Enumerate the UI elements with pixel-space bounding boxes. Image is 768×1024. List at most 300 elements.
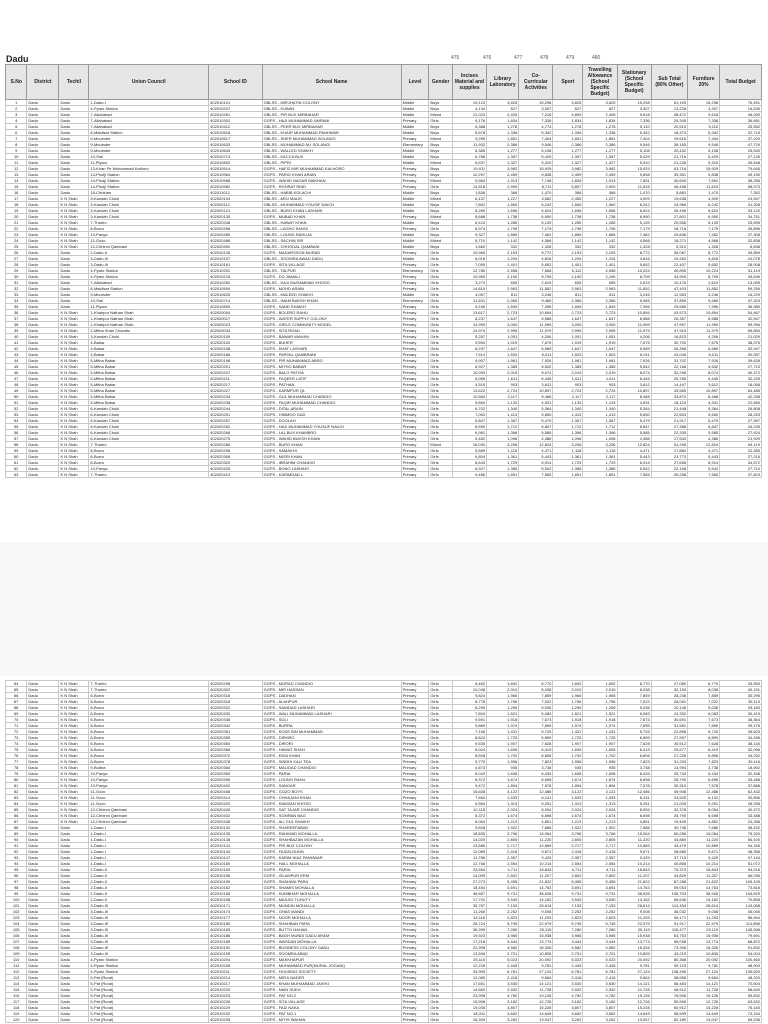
cell-library-laboratory: 1,913 [487, 178, 519, 184]
cell-material-supplies: 4,673 [452, 765, 486, 771]
cell-district: Dadu [27, 184, 59, 190]
cell-total-budget: 56,464 [720, 915, 762, 921]
cell-travelling-allowance: 1,533 [583, 795, 617, 801]
cell-sub-total: 46,458 [651, 184, 687, 190]
cell-gender: Girls [429, 466, 453, 472]
cell-school-name: GGPS - DIRORI [262, 741, 401, 747]
cell-union-council: 3-Dadu-III [89, 939, 209, 945]
cell-school-id: 402010645 [209, 148, 262, 154]
cell-tehsil: Dadu [59, 831, 89, 837]
cell-co-curricular: 11,293 [519, 915, 553, 921]
cell-total-budget: 56,036 [720, 873, 762, 879]
cell-sport: 2,190 [553, 274, 583, 280]
cell-union-council: 14-Phulji Station [89, 178, 209, 184]
cell-school-name: GGPS - KUMBHAR MOHALLA [262, 891, 401, 897]
cell-sno: 14 [6, 178, 27, 184]
cell-sub-total: 43,589 [651, 388, 687, 394]
cell-level: Middle [401, 238, 429, 244]
cell-co-curricular: 18,843 [519, 867, 553, 873]
cell-library-laboratory: 1,367 [487, 418, 519, 424]
cell-sub-total: 17,543 [651, 436, 687, 442]
cell-co-curricular: 6,242 [519, 202, 553, 208]
cell-sub-total: 22,407 [651, 262, 687, 268]
cell-tehsil: Dadu [59, 909, 89, 915]
cell-tehsil: Dadu [59, 975, 89, 981]
cell-gender: Girls [429, 460, 453, 466]
cell-level: Primary [401, 735, 429, 741]
cell-tehsil: Dadu [59, 867, 89, 873]
cell-school-id: 402020104 [209, 196, 262, 202]
cell-stationary: 18,843 [617, 867, 651, 873]
cell-tehsil: Dadu [59, 118, 89, 124]
cell-district: Dadu [27, 250, 59, 256]
cell-district: Dadu [27, 172, 59, 178]
cell-stationary: 3,307 [617, 106, 651, 112]
cell-sport: 1,918 [553, 717, 583, 723]
cell-stationary: 11,979 [617, 328, 651, 334]
cell-school-name: GGPS - WATER SUPPLY COLONY [262, 316, 401, 322]
cell-library-laboratory: 2,252 [487, 909, 519, 915]
cell-level: Primary [401, 765, 429, 771]
cell-level: Primary [401, 460, 429, 466]
cell-furniture: 18,843 [688, 867, 720, 873]
cell-sport: 1,849 [553, 304, 583, 310]
cell-sport: 2,416 [553, 975, 583, 981]
cell-library-laboratory: 9,731 [487, 891, 519, 897]
cell-sub-total: 32,153 [651, 687, 687, 693]
cell-district: Dadu [27, 460, 59, 466]
cell-gender: Girls [429, 981, 453, 987]
cell-sport: 903 [553, 382, 583, 388]
cell-tehsil: Dadu [59, 298, 89, 304]
cell-co-curricular: 6,445 [519, 376, 553, 382]
cell-level: Primary [401, 400, 429, 406]
cell-travelling-allowance: 655 [583, 280, 617, 286]
cell-sport: 6,781 [553, 969, 583, 975]
cell-material-supplies: 12,226 [452, 963, 486, 969]
cell-co-curricular: 7,565 [519, 472, 553, 478]
cell-district: Dadu [27, 807, 59, 813]
cell-stationary: 7,675 [617, 340, 651, 346]
cell-total-budget: 91,632 [720, 945, 762, 951]
cell-material-supplies: 14,009 [452, 873, 486, 879]
cell-total-budget: 33,850 [720, 681, 762, 687]
cell-school-name: GGPS - MUHAMMAD PUR(MURAL JOGANI) [262, 963, 401, 969]
cell-co-curricular: 7,022 [519, 699, 553, 705]
cell-tehsil: K N Shah [59, 801, 89, 807]
cell-travelling-allowance: 3,262 [583, 1017, 617, 1023]
cell-furniture: 6,698 [688, 813, 720, 819]
cell-furniture: 4,471 [688, 448, 720, 454]
cell-gender: Girls [429, 118, 453, 124]
cell-furniture: 11,293 [688, 915, 720, 921]
cell-sub-total: 61,193 [651, 100, 687, 106]
cell-sport: 1,431 [553, 729, 583, 735]
cell-library-laboratory: 1,965 [487, 693, 519, 699]
cell-sport: 2,366 [553, 298, 583, 304]
cell-sub-total: 27,658 [651, 460, 687, 466]
cell-stationary: 5,429 [617, 154, 651, 160]
cell-furniture: 6,588 [688, 316, 720, 322]
cell-gender: Mixed [429, 160, 453, 166]
cell-total-budget: 64,119 [720, 442, 762, 448]
cell-material-supplies: 6,295 [452, 705, 486, 711]
cell-school-id: 402020318 [209, 699, 262, 705]
cell-school-id: 402020153 [209, 340, 262, 346]
cell-co-curricular: 7,578 [519, 783, 553, 789]
cell-sport: 1,656 [553, 208, 583, 214]
cell-school-name: GGPS - MITHI WAHAN [262, 1017, 401, 1023]
cell-tehsil: Dadu [59, 843, 89, 849]
cell-school-id: 402010214 [209, 975, 262, 981]
cell-school-id: 402011012 [209, 190, 262, 196]
cell-gender: Girls [429, 693, 453, 699]
cell-co-curricular: 5,429 [519, 154, 553, 160]
cell-union-council: 8-Burra [89, 735, 209, 741]
cell-union-council: 6-Kandah Chuki [89, 406, 209, 412]
cell-school-name: GGPS - FAQIR MUHAMMAD CHANDIO [262, 400, 401, 406]
cell-district: Dadu [27, 729, 59, 735]
cell-level: Primary [401, 358, 429, 364]
cell-material-supplies: 8,237 [452, 346, 486, 352]
cell-travelling-allowance: 368 [583, 190, 617, 196]
cell-furniture: 5,036 [688, 705, 720, 711]
cell-school-name: GGPS - SHAHANI PARA [262, 879, 401, 885]
cell-total-budget: 38,140 [720, 741, 762, 747]
cell-travelling-allowance: 1,285 [583, 220, 617, 226]
cell-school-id: 402020211 [209, 376, 262, 382]
cell-library-laboratory: 4,582 [487, 945, 519, 951]
cell-library-laboratory: 2,556 [487, 268, 519, 274]
cell-sub-total: 91,917 [651, 921, 687, 927]
cell-school-id: 402010144 [209, 849, 262, 855]
cell-library-laboratory: 1,327 [487, 160, 519, 166]
cell-tehsil: K N Shah [59, 388, 89, 394]
cell-level: Primary [401, 705, 429, 711]
cell-district: Dadu [27, 849, 59, 855]
cell-tehsil: Dadu [59, 148, 89, 154]
cell-total-budget: 24,256 [720, 819, 762, 825]
cell-school-id: 402020262 [209, 424, 262, 430]
cell-stationary: 1,470 [617, 190, 651, 196]
cell-stationary: 10,869 [617, 843, 651, 849]
cell-sub-total: 29,585 [651, 304, 687, 310]
cell-material-supplies: 6,786 [452, 154, 486, 160]
cell-sport: 1,401 [553, 262, 583, 268]
cell-furniture: 4,816 [688, 256, 720, 262]
cell-co-curricular: 11,852 [519, 286, 553, 292]
cell-library-laboratory: 2,554 [487, 861, 519, 867]
cell-total-budget: 32,947 [720, 316, 762, 322]
cell-furniture: 9,618 [688, 112, 720, 118]
cell-total-budget: 63,632 [720, 999, 762, 1005]
cell-total-budget: 24,547 [720, 196, 762, 202]
cell-travelling-allowance: 1,647 [583, 346, 617, 352]
cell-sub-total: 52,189 [651, 1017, 687, 1023]
cell-stationary: 6,698 [617, 777, 651, 783]
cell-travelling-allowance: 1,712 [583, 424, 617, 430]
cell-sno: 73 [6, 735, 27, 741]
cell-stationary: 4,386 [617, 436, 651, 442]
cell-district: Dadu [27, 118, 59, 124]
cell-furniture: 5,110 [688, 124, 720, 130]
cell-library-laboratory: 2,019 [487, 370, 519, 376]
cell-sport: 3,985 [553, 933, 583, 939]
cell-gender: Girls [429, 1011, 453, 1017]
cell-gender: Girls [429, 789, 453, 795]
cell-material-supplies: 18,454 [452, 885, 486, 891]
cell-school-id: 402020109 [209, 334, 262, 340]
cell-school-name: GGPS - SITA VILLAGE [262, 999, 401, 1005]
cell-sno: 33 [6, 292, 27, 298]
cell-stationary: 5,650 [617, 412, 651, 418]
cell-library-laboratory: 935 [487, 765, 519, 771]
cell-total-budget: 35,896 [720, 226, 762, 232]
cell-union-council: 13-Khan Pir Muhammad Kalhoro [89, 166, 209, 172]
column-number: 480 [592, 55, 601, 61]
cell-school-name: GBLSS - BURO KHAN LASHARI [262, 208, 401, 214]
cell-union-council: 4-Babar [89, 340, 209, 346]
cell-sno: 47 [6, 376, 27, 382]
cell-sport: 1,533 [553, 795, 583, 801]
cell-tehsil: K N Shah [59, 334, 89, 340]
cell-library-laboratory: 1,560 [487, 202, 519, 208]
cell-sub-total: 22,898 [651, 729, 687, 735]
cell-total-budget: 27,145 [720, 154, 762, 160]
cell-sno: 98 [6, 885, 27, 891]
cell-stationary: 7,823 [617, 759, 651, 765]
cell-sport: 2,932 [553, 987, 583, 993]
cell-tehsil: K N Shah [59, 232, 89, 238]
cell-total-budget: 62,432 [720, 789, 762, 795]
cell-sport: 1,336 [553, 130, 583, 136]
cell-district: Dadu [27, 304, 59, 310]
cell-sno: 119 [6, 1011, 27, 1017]
cell-sno: 49 [6, 388, 27, 394]
cell-union-council: 5-Mitha Babar [89, 400, 209, 406]
cell-union-council: 10-Panya [89, 232, 209, 238]
cell-sub-total: 22,168 [651, 466, 687, 472]
cell-furniture: 6,131 [688, 795, 720, 801]
cell-union-council: 3-Kandah Chuki [89, 202, 209, 208]
cell-co-curricular: 12,486 [519, 789, 553, 795]
cell-gender: Girls [429, 837, 453, 843]
cell-material-supplies: 14,116 [452, 915, 486, 921]
cell-union-council: 5-Pat (Rural) [89, 1005, 209, 1011]
cell-furniture: 28,614 [688, 903, 720, 909]
cell-co-curricular: 7,926 [519, 358, 553, 364]
cell-material-supplies: 9,564 [452, 178, 486, 184]
cell-union-council: 5-Pat (Rural) [89, 1017, 209, 1023]
cell-school-id: 402020198 [209, 358, 262, 364]
cell-sport: 3,262 [553, 1017, 583, 1023]
cell-material-supplies: 14,999 [452, 322, 486, 328]
cell-material-supplies: 8,508 [452, 753, 486, 759]
cell-sno: 35 [6, 304, 27, 310]
cell-sno: 10 [6, 154, 27, 160]
cell-material-supplies: 17,651 [452, 981, 486, 987]
cell-stationary: 6,445 [617, 376, 651, 382]
cell-district: Dadu [27, 388, 59, 394]
cell-district: Dadu [27, 687, 59, 693]
cell-school-name: GGPS - SAMAKHI [262, 448, 401, 454]
cell-stationary: 5,310 [617, 160, 651, 166]
cell-school-id: 402020251 [209, 412, 262, 418]
cell-sport: 2,019 [553, 370, 583, 376]
cell-union-council: 8-Burra [89, 747, 209, 753]
cell-total-budget: 51,072 [720, 861, 762, 867]
cell-library-laboratory: 5,745 [487, 921, 519, 927]
cell-sub-total: 37,859 [651, 298, 687, 304]
cell-sub-total: 39,123 [651, 963, 687, 969]
cell-furniture: 11,728 [688, 987, 720, 993]
cell-material-supplies: 35,767 [452, 903, 486, 909]
cell-sub-total: 45,171 [651, 915, 687, 921]
cell-travelling-allowance: 1,521 [583, 711, 617, 717]
cell-school-id: 402010101 [209, 100, 262, 106]
cell-district: Dadu [27, 412, 59, 418]
cell-total-budget: 22,655 [720, 400, 762, 406]
cell-gender: Girls [429, 843, 453, 849]
cell-school-id: 402010204 [209, 957, 262, 963]
cell-tehsil: Dadu [59, 124, 89, 130]
cell-travelling-allowance: 2,445 [583, 963, 617, 969]
cell-total-budget: 94,216 [720, 867, 762, 873]
cell-travelling-allowance: 1,361 [583, 454, 617, 460]
cell-school-name: GGPS - ISLAMPUR ERM [262, 873, 401, 879]
cell-sno: 77 [6, 759, 27, 765]
cell-library-laboratory: 1,133 [487, 400, 519, 406]
cell-sno: 66 [6, 693, 27, 699]
cell-library-laboratory: 2,024 [487, 807, 519, 813]
cell-level: Primary [401, 370, 429, 376]
cell-sub-total: 40,858 [651, 861, 687, 867]
cell-furniture: 7,895 [688, 723, 720, 729]
cell-co-curricular: 2,619 [519, 280, 553, 286]
cell-gender: Girls [429, 274, 453, 280]
cell-school-id: 402010192 [209, 945, 262, 951]
cell-tehsil: K N Shah [59, 747, 89, 753]
cell-sub-total: 58,595 [651, 1011, 687, 1017]
cell-tehsil: Dadu [59, 825, 89, 831]
cell-furniture: 5,652 [688, 262, 720, 268]
cell-sub-total: 18,271 [651, 238, 687, 244]
cell-furniture: 4,909 [688, 196, 720, 202]
cell-stationary: 12,726 [617, 999, 651, 1005]
cell-level: Primary [401, 262, 429, 268]
cell-tehsil: K N Shah [59, 394, 89, 400]
cell-co-curricular: 18,326 [519, 945, 553, 951]
cell-school-id: 402010165 [209, 891, 262, 897]
cell-level: Primary [401, 280, 429, 286]
cell-tehsil: K N Shah [59, 813, 89, 819]
cell-gender: Girls [429, 418, 453, 424]
cell-material-supplies: 8,974 [452, 226, 486, 232]
cell-gender: Girls [429, 262, 453, 268]
cell-furniture: 7,022 [688, 699, 720, 705]
cell-school-id: 402020390 [209, 771, 262, 777]
cell-school-id: 402020402 [209, 783, 262, 789]
cell-library-laboratory: 1,692 [487, 681, 519, 687]
cell-sno: 64 [6, 681, 27, 687]
cell-tehsil: K N Shah [59, 400, 89, 406]
cell-level: Primary [401, 172, 429, 178]
cell-union-council: 8-Burra [89, 717, 209, 723]
cell-sno: 76 [6, 753, 27, 759]
cell-travelling-allowance: 2,701 [583, 951, 617, 957]
cell-school-id: 402020268 [209, 430, 262, 436]
cell-total-budget: 28,008 [720, 262, 762, 268]
cell-sno: 107 [6, 939, 27, 945]
cell-sno: 96 [6, 873, 27, 879]
cell-furniture: 3,246 [688, 292, 720, 298]
cell-sport: 1,974 [553, 723, 583, 729]
cell-material-supplies: 6,981 [452, 430, 486, 436]
cell-union-council: 8-Burra [89, 226, 209, 232]
cell-union-council: 1-Dadu-I [89, 855, 209, 861]
cell-level: Elementary [401, 268, 429, 274]
cell-sub-total: 19,405 [651, 819, 687, 825]
cell-library-laboratory: 1,277 [487, 148, 519, 154]
cell-district: Dadu [27, 448, 59, 454]
cell-sport: 2,701 [553, 951, 583, 957]
cell-library-laboratory: 4,711 [487, 867, 519, 873]
cell-furniture: 6,847 [688, 424, 720, 430]
cell-tehsil: Dadu [59, 178, 89, 184]
cell-level: Primary [401, 328, 429, 334]
cell-total-budget: 21,929 [720, 436, 762, 442]
cell-gender: Girls [429, 705, 453, 711]
cell-library-laboratory: 3,691 [487, 885, 519, 891]
cell-tehsil: K N Shah [59, 358, 89, 364]
cell-district: Dadu [27, 136, 59, 142]
cell-gender: Mixed [429, 442, 453, 448]
cell-sport: 2,193 [553, 250, 583, 256]
cell-school-name: GGPS - SHAHBAZAN MOHALLA [262, 837, 401, 843]
cell-total-budget: 43,636 [720, 274, 762, 280]
cell-material-supplies: 8,042 [452, 771, 486, 777]
cell-sport: 1,118 [553, 448, 583, 454]
cell-gender: Girls [429, 394, 453, 400]
cell-union-council: 7-Thariro [89, 687, 209, 693]
cell-level: Primary [401, 412, 429, 418]
cell-sub-total: 27,801 [651, 214, 687, 220]
cell-library-laboratory: 2,117 [487, 394, 519, 400]
cell-school-id: 402010153 [209, 867, 262, 873]
cell-co-curricular: 5,310 [519, 160, 553, 166]
cell-library-laboratory: 1,608 [487, 771, 519, 777]
cell-material-supplies: 19,923 [452, 933, 486, 939]
cell-school-name: GGPS - PIR MUHAMMAD ABRO [262, 358, 401, 364]
cell-tehsil: K N Shah [59, 705, 89, 711]
cell-union-council: 8-Burra [89, 729, 209, 735]
cell-co-curricular: 7,859 [519, 693, 553, 699]
cell-travelling-allowance: 1,133 [583, 400, 617, 406]
cell-district: Dadu [27, 831, 59, 837]
cell-gender: Girls [429, 885, 453, 891]
cell-material-supplies: 8,624 [452, 735, 486, 741]
cell-school-name: GBLSS - PEER BUX MIRBAHAR [262, 124, 401, 130]
cell-school-id: 402020308 [209, 454, 262, 460]
cell-school-id: 402010809 [209, 304, 262, 310]
cell-sport: 2,386 [553, 142, 583, 148]
cell-material-supplies: 10,584 [452, 394, 486, 400]
cell-sno: 90 [6, 837, 27, 843]
cell-school-name: GBLSS - LAGHO SANGI [262, 226, 401, 232]
cell-sno: 6 [6, 130, 27, 136]
cell-travelling-allowance: 1,227 [583, 196, 617, 202]
cell-level: Primary [401, 759, 429, 765]
